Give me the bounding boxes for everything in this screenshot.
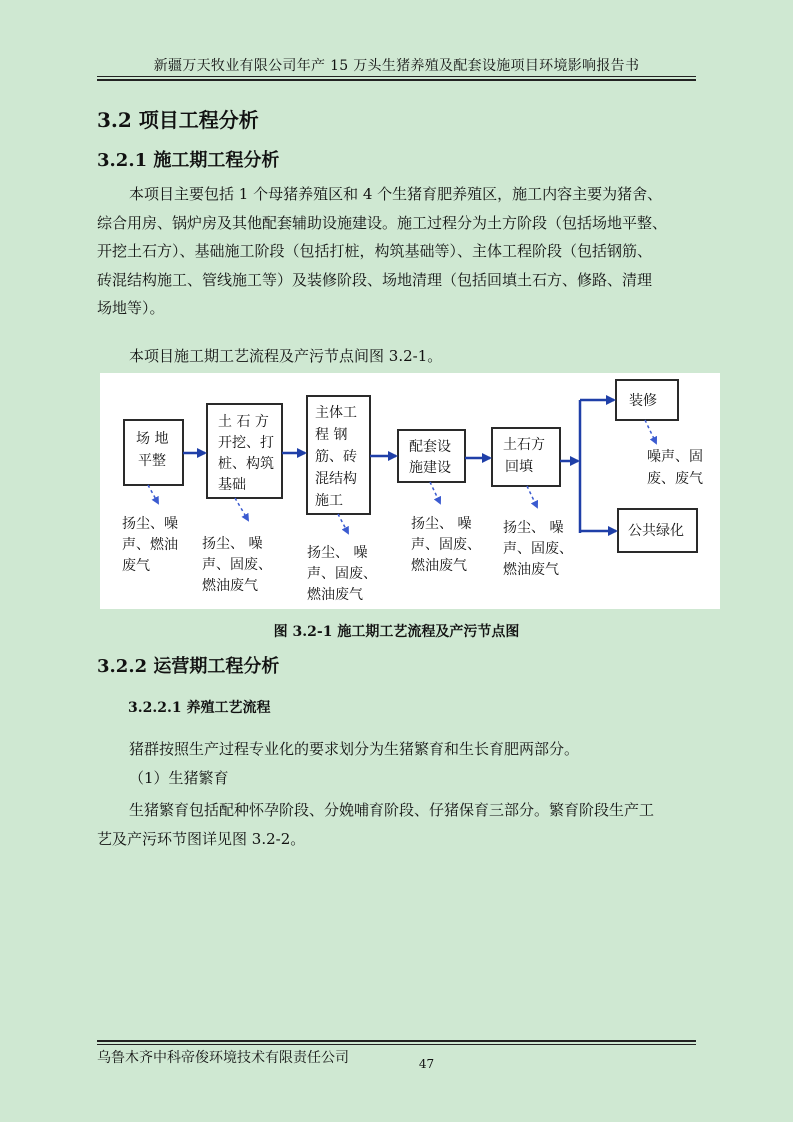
- pollutant-text: 燃油废气: [307, 587, 363, 603]
- step-text: 场 地: [136, 431, 169, 447]
- step-text: 主体工: [315, 405, 357, 421]
- pollutant-label-decoration: [647, 449, 703, 487]
- pollutant-arrow: [235, 498, 248, 520]
- step-text: 基础: [218, 477, 246, 493]
- subsection-heading-operation: 3.2.2 运营期工程分析: [97, 656, 280, 677]
- pollutant-label-earthwork: [202, 535, 272, 594]
- header-rule: [97, 76, 696, 77]
- footer-rule: [97, 1044, 696, 1045]
- header-rule-thick: [97, 79, 696, 81]
- pollutant-arrow: [148, 485, 158, 503]
- step-text: 土 石 方: [218, 414, 269, 430]
- step-text: 施工: [315, 493, 343, 509]
- step-text: 混结构: [315, 471, 357, 487]
- pollutant-text: 燃油废气: [411, 558, 467, 574]
- pollutant-text: 废气: [122, 558, 150, 574]
- paragraph-line: 艺及产污环节图详见图 3.2-2。: [97, 829, 306, 848]
- pollutant-label-auxiliary: [411, 515, 481, 574]
- section-heading: 3.2 项目工程分析: [97, 108, 259, 132]
- step-box-site-leveling: [124, 420, 183, 485]
- pollutant-text: 声、固废、: [307, 566, 377, 582]
- document-header: 新疆万天牧业有限公司年产 15 万头生猪养殖及配套设施项目环境影响报告书: [153, 58, 640, 74]
- step-text: 开挖、打: [218, 435, 274, 451]
- construction-flowchart: [100, 373, 720, 609]
- pollutant-text: 扬尘、噪: [122, 516, 178, 532]
- pollutant-text: 声、固废、: [503, 541, 573, 557]
- pollutant-text: 声、固废、: [411, 537, 481, 553]
- step-box-greening: [618, 509, 697, 552]
- step-box-decoration: [616, 380, 678, 420]
- flowchart-svg: [100, 373, 720, 609]
- pollutant-text: 燃油废气: [503, 562, 559, 578]
- step-text: 程 钢: [315, 427, 348, 443]
- step-text: 回填: [505, 459, 533, 475]
- pollutant-label-leveling: [122, 515, 178, 574]
- pollutant-text: 噪声、固: [647, 449, 703, 465]
- step-text: 装修: [629, 393, 657, 409]
- step-text: 桩、构筑: [218, 456, 274, 472]
- pollutant-arrow: [527, 486, 537, 507]
- pollutant-label-backfill: [503, 519, 573, 578]
- pollutant-text: 扬尘、 噪: [202, 536, 263, 552]
- subsubsection-heading-breeding: 3.2.2.1 养殖工艺流程: [128, 700, 271, 716]
- step-box-backfill: [492, 428, 560, 486]
- pollutant-label-main-structure: [307, 544, 377, 603]
- page-number: 47: [418, 1057, 435, 1071]
- pollutant-arrow: [338, 514, 348, 533]
- construction-paragraph: [97, 180, 697, 323]
- pollutant-text: 扬尘、 噪: [307, 545, 368, 561]
- pollutant-text: 声、固废、: [202, 557, 272, 573]
- paragraph-line: 开挖土石方）、基础施工阶段（包括打桩，构筑基础等）、主体工程阶段（包括钢筋、: [97, 242, 653, 261]
- pollutant-arrow: [430, 482, 440, 503]
- subsection-heading-construction: 3.2.1 施工期工程分析: [97, 150, 280, 171]
- step-text: 公共绿化: [628, 523, 684, 539]
- step-text: 配套设: [409, 439, 451, 455]
- step-text: 土石方: [503, 437, 545, 453]
- paragraph-line: 砖混结构施工、管线施工等）及装修阶段、场地清理（包括回填土石方、修路、清理: [97, 270, 653, 289]
- pollutant-text: 废、废气: [647, 471, 703, 487]
- step-box-earthwork: [207, 404, 282, 498]
- footer-rule-thick: [97, 1040, 696, 1042]
- paragraph-line: 综合用房、锅炉房及其他配套辅助设施建设。施工过程分为土方阶段（包括场地平整、: [97, 213, 668, 232]
- pollutant-text: 燃油废气: [202, 578, 258, 594]
- figure-caption: 图 3.2-1 施工期工艺流程及产污节点图: [273, 624, 520, 640]
- step-text: 施建设: [409, 460, 451, 476]
- pollutant-arrow: [645, 420, 656, 443]
- figure-reference-paragraph: 本项目施工期工艺流程及产污节点间图 3.2-1。: [129, 347, 443, 365]
- step-box-main-structure: [307, 396, 370, 514]
- paragraph-line: 场地等）。: [97, 299, 165, 318]
- pollutant-text: 声、燃油: [122, 537, 178, 553]
- step-text: 筋、砖: [315, 449, 357, 465]
- paragraph-line: 本项目主要包括 1 个母猪养殖区和 4 个生猪育肥养殖区，施工内容主要为猪舍、: [129, 185, 663, 203]
- step-box-auxiliary-facilities: [398, 430, 465, 482]
- footer-company: 乌鲁木齐中科帝俊环境技术有限责任公司: [97, 1050, 349, 1066]
- paragraph-line: 生猪繁育包括配种怀孕阶段、分娩哺育阶段、仔猪保育三部分。繁育阶段生产工: [129, 801, 655, 819]
- step-text: 平整: [138, 453, 166, 469]
- pollutant-text: 扬尘、 噪: [503, 520, 564, 536]
- herd-paragraph: 猪群按照生产过程专业化的要求划分为生猪繁育和生长育肥两部分。: [129, 740, 580, 758]
- breeding-item-heading: （1）生猪繁育: [129, 769, 229, 787]
- breeding-paragraph: [97, 796, 697, 853]
- pollutant-text: 扬尘、 噪: [411, 516, 472, 532]
